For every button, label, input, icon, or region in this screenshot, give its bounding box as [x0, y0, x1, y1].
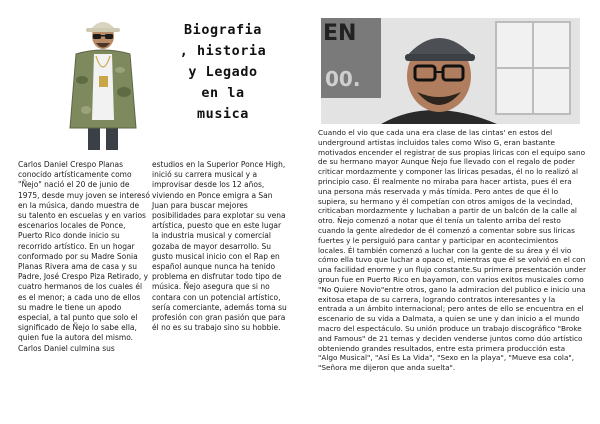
column1-paragraph-1: Carlos Daniel Crespo Planas conocido artísticamente como "Ñejo" nació el 20 de junio de 1975, desde muy joven se interesó en la música, dando muestra de su talento en escuelas y en varios escenarios locales de Ponce, Puerto Rico donde inicio su recorrido artístico. En un hogar conformado por su Madre Sonia Planas Rivera ama de casa y su Padre, José Crespo Piza Retirado, y cuatro hermanos de los cuales él es el menor; a cada uno de ellos su madre le tiene un apodo especial, a tal punto que solo el significado de Ñejo lo sabe ella, quien fue la autora del mismo. [18, 160, 150, 343]
title-line-5: musica [197, 107, 249, 122]
title-line-3: y Legado [188, 65, 258, 80]
title-line-2: , historia [179, 44, 267, 59]
column3-paragraph-1: Cuando el vio que cada una era clase de las cintas' en estos del underground artistas incluidos tales como Wiso G, eran bastante motivados encender el registrar de sus propias liricas con el equipo sano de su hermano mayor Aunque Ñejo fue llevado con el regalo de poder criticar mordazmente y componer las liricas pesadas, él no lo realizó al principio caso. Él realmente no miraba para hacer artista, pues él era una persona más reservada y más tímida. Pero antes de que él lo supiera, su hermano y él competían con otros amigos de la vecindad, criticaban mordazmente y luchaban a partir de un balcón de la calle al otro. Ñejo comenzó a notar que él tenía un talento arriba del resto cuando la gente alrededor de él comenzó a comentar sobre sus liricas fuertes y le persiguió para cantar y participar en acontecimientos locales. Él también comenzó a luchar con la gente de su área y él vio cómo ella tuvo que luchar a opaco el, mientras que él se volvió en el con una facilidad enorme y un flujo constante.Su primera presentación under groun fue en Puerto Rico en bayamon, con varios exitos musicales como "No Quiere Novio"entre otros, gano la admiracion del publico e inicio una exitosa etapa de su carrera, logrando contratos interesantes y la entrada a un ámbito internacional; pero antes de ello se encuentra en el escenario de su vida a Dalmata, a quien se une y dan inicio a el mundo macro del espectáculo. Su unión produce un trabajo discográfico "Broke and Famous" de 21 temas y deciden venderse juntos como dúo artístico obteniendo grandes resultados, entre esta primera producción esta "Algo Musical", "Así Es La Vida", "Sexo en la playa", "Mueve esa cola", "Señora me dijeron que anda suelta". [318, 128, 587, 373]
column1-paragraph-2: Carlos Daniel culmina sus [18, 343, 115, 353]
portrait-left-illustration [62, 10, 144, 150]
portrait-right-illustration [321, 18, 580, 124]
text-column-1 [18, 160, 150, 354]
page-title [172, 20, 274, 125]
column2-paragraph-1: estudios en la Superior Ponce High, inició su carrera musical y a improvisar desde los 12 años, viviendo en Ponce emigra a San Juan para buscar mejores posibilidades para explotar su vena artística, puesto que en este lugar la industria musical y comercial gozaba de mayor desarrollo. Su gusto musical inicio con el Rap en español aunque nunca ha tenido problema en disfrutar todo tipo de música. Ñejo asegura que si no contara con un potencial artístico, sería comerciante, además toma su profesión con gran pasión que para él no es su trabajo sino su hobbie. [152, 160, 287, 333]
svg-text:00.: 00. [325, 67, 361, 91]
text-column-2 [152, 160, 287, 333]
artist-photo-left [62, 10, 144, 150]
text-column-3 [318, 128, 586, 373]
title-line-1: Biografia [184, 23, 262, 38]
title-line-4: en la [201, 86, 245, 101]
artist-photo-right [321, 18, 580, 124]
svg-text:EN: EN [323, 21, 357, 46]
